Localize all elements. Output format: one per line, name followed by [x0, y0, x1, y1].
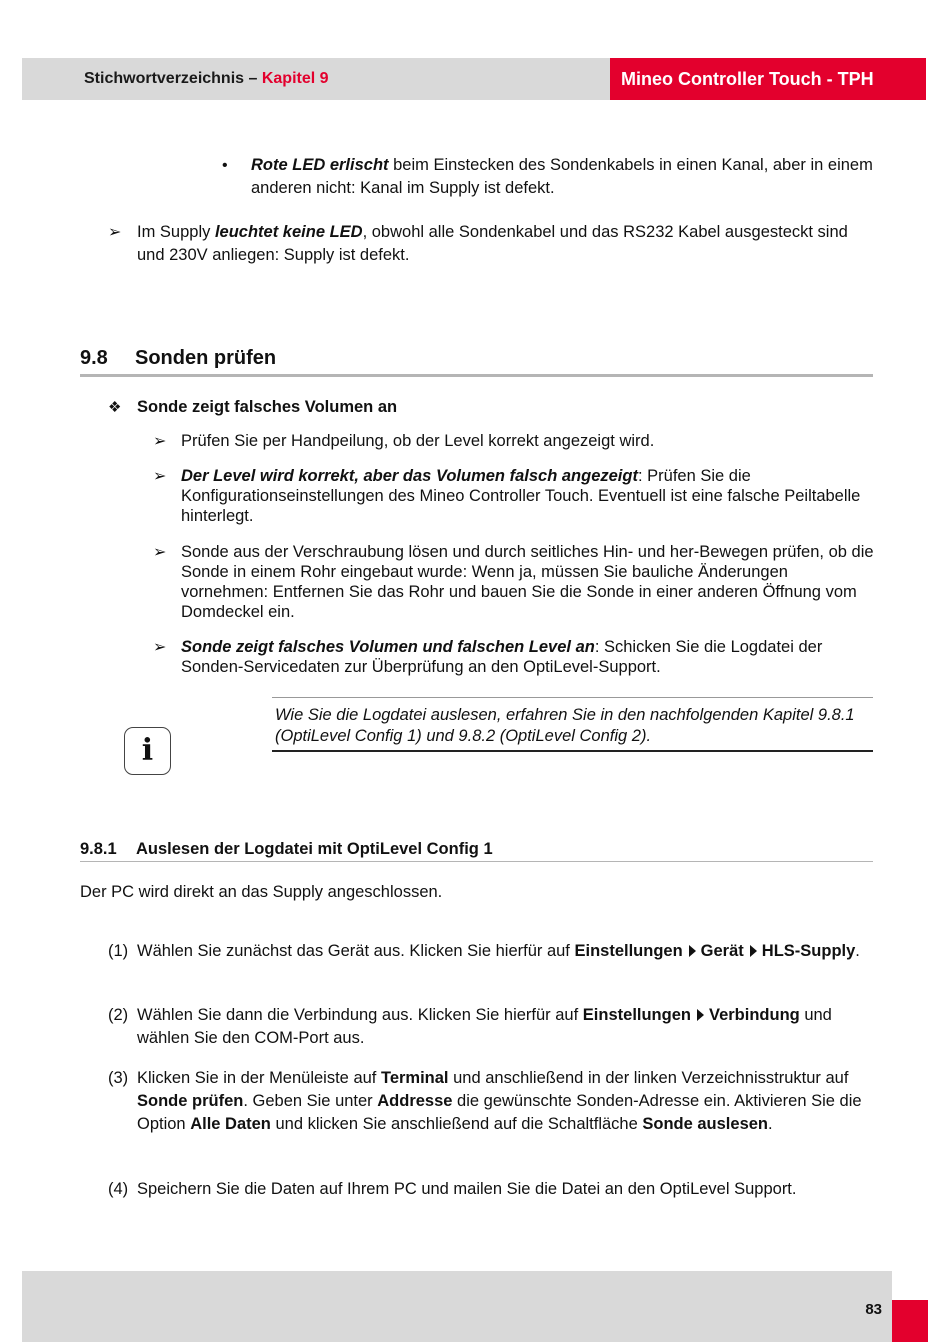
bullet-marker: •: [222, 157, 228, 174]
check-item: Sonde aus der Verschraubung lösen und durch seitliches Hin- und her-Bewegen prüfen, ob die Sonde in einem Rohr eingebaut wurde: Wenn ja, müssen Sie bauliche Änderungen vornehmen: Entfernen Sie das Rohr und bauen Sie die Sonde in einer anderen Öffnung vom Domdeckel ein.: [181, 543, 874, 621]
arrow-marker: ➢: [153, 468, 167, 485]
subsection-heading: 9.8.1 Auslesen der Logdatei mit OptiLevel Config 1: [80, 840, 493, 858]
step-item: Wählen Sie dann die Verbindung aus. Klicken Sie hierfür auf Einstellungen Verbindung und wählen Sie den COM-Port aus.: [137, 1006, 832, 1047]
step-item: Wählen Sie zunächst das Gerät aus. Klicken Sie hierfür auf Einstellungen Gerät HLS-Supply.: [137, 942, 860, 960]
step-item: Klicken Sie in der Menüleiste auf Terminal und anschließend in der linken Verzeichnisstruktur auf Sonde prüfen. Geben Sie unter Addresse die gewünschte Sonden-Adresse ein. Aktivieren Sie die Option Alle Daten und klicken Sie anschließend auf die Schaltfläche Sonde auslesen.: [137, 1069, 862, 1133]
intro-arrow-item: Im Supply leuchtet keine LED, obwohl alle Sondenkabel und das RS232 Kabel ausgesteckt sind und 230V anliegen: Supply ist defekt.: [137, 223, 848, 264]
section-heading: 9.8 Sonden prüfen: [80, 347, 277, 369]
arrow-marker: ➢: [153, 433, 167, 450]
triangle-right-icon: [750, 945, 757, 957]
section-rule: [80, 374, 873, 377]
note-top-rule: [272, 697, 873, 698]
header-section-title: Stichwortverzeichnis – Kapitel 9: [84, 70, 329, 87]
step-number: (2): [108, 1006, 129, 1024]
arrow-marker: ➢: [153, 544, 167, 561]
step-number: (1): [108, 942, 129, 960]
subtopic-title: Sonde zeigt falsches Volumen an: [137, 398, 398, 416]
check-item: Prüfen Sie per Handpeilung, ob der Level korrekt angezeigt wird.: [181, 432, 655, 450]
step-number: (4): [108, 1180, 129, 1198]
triangle-right-icon: [697, 1009, 704, 1021]
note-text: Wie Sie die Logdatei auslesen, erfahren Sie in den nachfolgenden Kapitel 9.8.1 (OptiLevel Config 1) und 9.8.2 (OptiLevel Config 2).: [275, 706, 855, 745]
header-product: Mineo Controller Touch - TPH: [621, 69, 874, 89]
lead-paragraph: Der PC wird direkt an das Supply angeschlossen.: [80, 883, 443, 901]
triangle-right-icon: [689, 945, 696, 957]
intro-bullet: Rote LED erlischt beim Einstecken des Sondenkabels in einen Kanal, aber in einem anderen nicht: Kanal im Supply ist defekt.: [251, 156, 873, 197]
footer-accent: [892, 1300, 928, 1342]
arrow-marker: ➢: [108, 224, 122, 241]
note-bottom-rule: [272, 750, 873, 752]
step-item: Speichern Sie die Daten auf Ihrem PC und mailen Sie die Datei an den OptiLevel Support.: [137, 1180, 797, 1198]
arrow-marker: ➢: [153, 639, 167, 656]
subsection-rule: [80, 861, 873, 862]
check-item: Der Level wird korrekt, aber das Volumen falsch angezeigt: Prüfen Sie die Konfigurationseinstellungen des Mineo Controller Touch. Eventuell ist eine falsche Peiltabelle hinterlegt.: [181, 467, 861, 525]
diamond-bullet-icon: ❖: [108, 399, 122, 416]
header-chapter: Kapitel 9: [261, 70, 329, 87]
step-number: (3): [108, 1069, 129, 1087]
footer-band: [22, 1271, 892, 1342]
check-item: Sonde zeigt falsches Volumen und falschen Level an: Schicken Sie die Logdatei der Sonden-Servicedaten zur Überprüfung an den OptiLevel-Support.: [181, 638, 823, 676]
info-icon: i: [124, 727, 171, 775]
page-number: 83: [865, 1301, 882, 1318]
